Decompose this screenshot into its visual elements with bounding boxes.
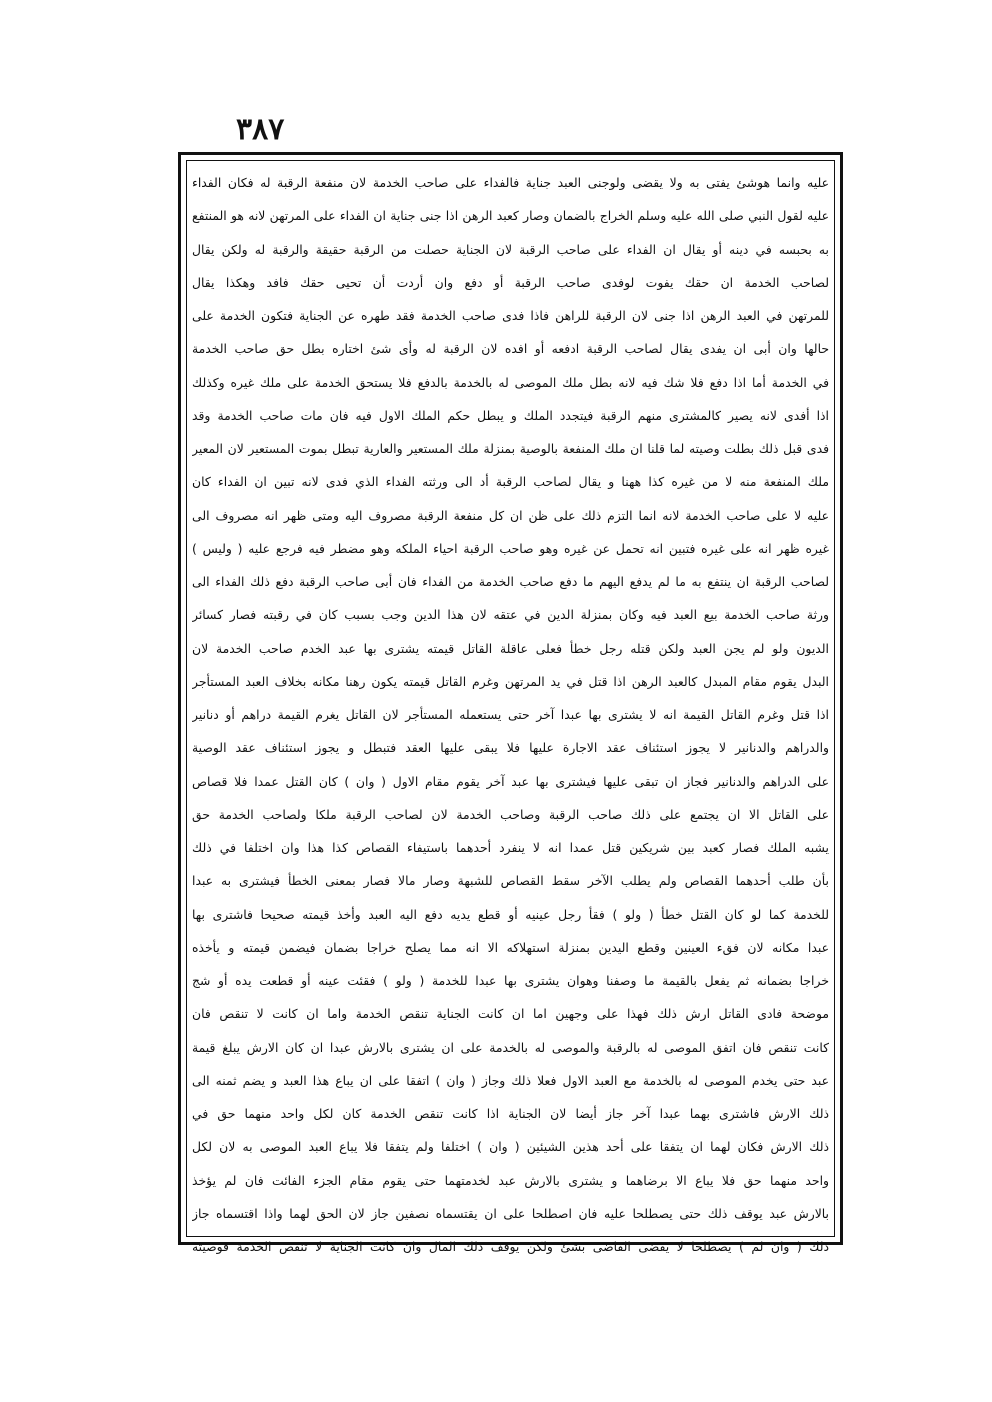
main-text-block (192, 166, 829, 1254)
text-line: لصاحب الرقبة ان ينتفع به ما لم يدفع اليهم ما دفع صاحب الخدمة من الفداء فان أبى صاحب الرقبة دفع ذلك الفداء الى (192, 574, 829, 589)
text-line: اذا أفدى لانه يصير كالمشترى منهم الرقبة فيتجدد الملك و يبطل حكم الملك الاول فيه فان مات صاحب الخدمة وقد (192, 407, 829, 423)
text-line: غيره ظهر انه على غيره فتبين انه تحمل عن غيره وهو صاحب الرقبة احياء الملكه وهو مضطر فيه فرجع عليه ( وليس ) (192, 540, 829, 556)
text-line: لصاحب الخدمة ان حقك يفوت لوفدى صاحب الرقبة أو دفع وان أردت أن تحيى حقك فافد وهكذا يقال (192, 274, 829, 290)
text-line: والدراهم والدنانير لا يجوز استئناف عقد الاجارة عليها فلا يبقى عليها العقد فتبطل و يجوز استئناف عقد الوصية (192, 740, 829, 756)
text-line: به بحبسه في دينه أو يقال ان الفداء على صاحب الرقبة لان الجناية حصلت من الرقبة حقيقة والرقبة له ولكن يقال (192, 241, 829, 257)
text-line: في الخدمة أما اذا دفع فلا شك فيه لانه بطل ملك الموصى له بالخدمة بالدفع فلا يستحق الخدمة على ملك غيره وكذلك (192, 374, 829, 390)
text-line: ذلك الارش فاشترى بهما عبدا آخر جاز أيضا لان الجناية اذا كانت تنقص الخدمة كان لكل واحد منهما حق في (192, 1106, 829, 1121)
text-line: كانت تنقص فان اتفق الموصى له بالرقبة والموصى له بالخدمة على ان يشترى بالارش عبدا ان كان الارش يبلغ قيمة (192, 1039, 829, 1055)
text-line: خراجا بضمانه ثم يفعل بالقيمة ما وصفنا وهوان يشترى بها عبدا للخدمة ( ولو ) فقئت عينه أو قطعت يده أو شج (192, 973, 829, 988)
text-line: الديون ولو لم يجن العبد ولكن قتله رجل خطأ فعلى عاقلة القاتل قيمته يشترى بها عبد الخدم صاحب الخدمة لان (192, 640, 829, 656)
text-line: ورثة صاحب الخدمة بيع العبد فيه وكان بمنزلة الدين في عتقه لان هذا الدين وجب بسبب كان في رقبته فصار كسائر (192, 607, 829, 623)
text-line: عليه لا على صاحب الخدمة لانه انما التزم ذلك على ظن ان كل منفعة الرقبة مصروف اليه ومتى ظهر انه مصروف الى (192, 507, 829, 523)
text-line: عليه لقول النبي صلى الله عليه وسلم الخراج بالضمان وصار كعبد الرهن اذا جنى جناية ان الفداء على المرتهن لانه هو المنتفع (192, 208, 829, 224)
text-line: البدل يقوم مقام المبدل كالعبد الرهن اذا قتل في يد المرتهن وغرم القاتل قيمته يكون رهنا مكانه بخلاف العبد المستأجر (192, 673, 829, 689)
text-line: بالارش عبد يوقف ذلك حتى يصطلحا عليه فان اصطلحا على ان يقتسماه نصفين جاز لان الحق لهما واذا اقتسماه جاز (192, 1205, 829, 1221)
text-line: ذلك الارش فكان لهما ان يتفقا على أحد هذين الشيئين ( وان ) اختلفا ولم يتفقا فلا يباع العبد الموصى به لان لكل (192, 1139, 829, 1155)
text-line: ملك المنفعة منه لا من غيره كذا ههنا و يقال لصاحب الرقبة أد الى ورثته الفداء الذي فدى لانه تبين ان الفداء كان (192, 474, 829, 490)
text-line: بأن طلب أحدهما القصاص ولم يطلب الآخر سقط القصاص للشبهة وصار مالا فصار بمعنى الخطأ فيشترى به عبدا (192, 873, 829, 889)
text-line: عبد حتى يخدم الموصى له بالخدمة مع العبد الاول فعلا ذلك وجاز ( وان ) اتفقا على ان يباع هذا العبد و يضم ثمنه الى (192, 1072, 829, 1088)
text-line: عبدا مكانه لان فقء العينين وقطع اليدين بمنزلة استهلاكه الا انه مما يصلح خراجا بضمان فيضمن قيمته و يأخذه (192, 939, 829, 955)
text-line: عليه وانما هوشئ يفتى به ولا يقضى ولوجنى العبد جناية فالفداء على صاحب الخدمة لان منفعة الرقبة له فكان الفداء (192, 175, 829, 190)
text-line: يشبه الملك فصار كعبد بين شريكين قتل عمدا انه لا ينفرد أحدهما باستيفاء القصاص كذا هذا وان اختلفا في ذلك (192, 840, 829, 855)
text-line: على القاتل الا ان يجتمع على ذلك صاحب الرقبة وصاحب الخدمة لان لصاحب الرقبة ملكا ولصاحب الخدمة حق (192, 806, 829, 822)
text-line: للمرتهن في العبد الرهن اذا جنى لان الرقبة للراهن فاذا فدى صاحب الخدمة فقد طهره عن الجناية فتكون الخدمة على (192, 308, 829, 323)
text-line: فدى قبل ذلك بطلت وصيته لما قلنا ان ملك المنفعة بالوصية بمنزلة ملك المستعير والعارية تبطل بموت المستعير لان المعير (192, 441, 829, 456)
text-line: على الدراهم والدنانير فجاز ان تبقى عليها فيشترى بها عبد آخر يقوم مقام الاول ( وان ) كان القتل عمدا فلا قصاص (192, 773, 829, 789)
text-line: واحد منهما حق فلا يباع الا برضاهما و يشترى بالارش عبد لخدمتهما حتى يقوم مقام الجزء الفائت فان لم يؤخذ (192, 1172, 829, 1188)
text-line: ذلك ( وان لم ) يصطلحا لا يقضى القاضى بشئ ولكن يوقف ذلك المال وان كانت الجناية لا تنقص الخدمة فوصيته (192, 1239, 829, 1254)
text-line: حالها وان أبى ان يفدى يقال لصاحب الرقبة ادفعه أو افده لان الرقبة له وأى شئ اختاره بطل حق صاحب الخدمة (192, 341, 829, 357)
text-line: اذا قتل وغرم القاتل القيمة انه لا يشترى بها عبدا آخر حتى يستعمله المستأجر لان القاتل يغرم القيمة دراهم أو دنانير (192, 707, 829, 722)
text-line: موضحة فادى القاتل ارش ذلك فهذا على وجهين اما ان كانت الجناية تنقص الخدمة واما ان كانت لا تنقص فان (192, 1006, 829, 1022)
text-line: للخدمة كما لو كان القتل خطأ ( ولو ) فقأ رجل عينيه أو قطع يديه دفع اليه العبد وأخذ قيمته صحيحا فاشترى بها (192, 906, 829, 922)
page-number: ۳۸۷ (236, 112, 285, 147)
